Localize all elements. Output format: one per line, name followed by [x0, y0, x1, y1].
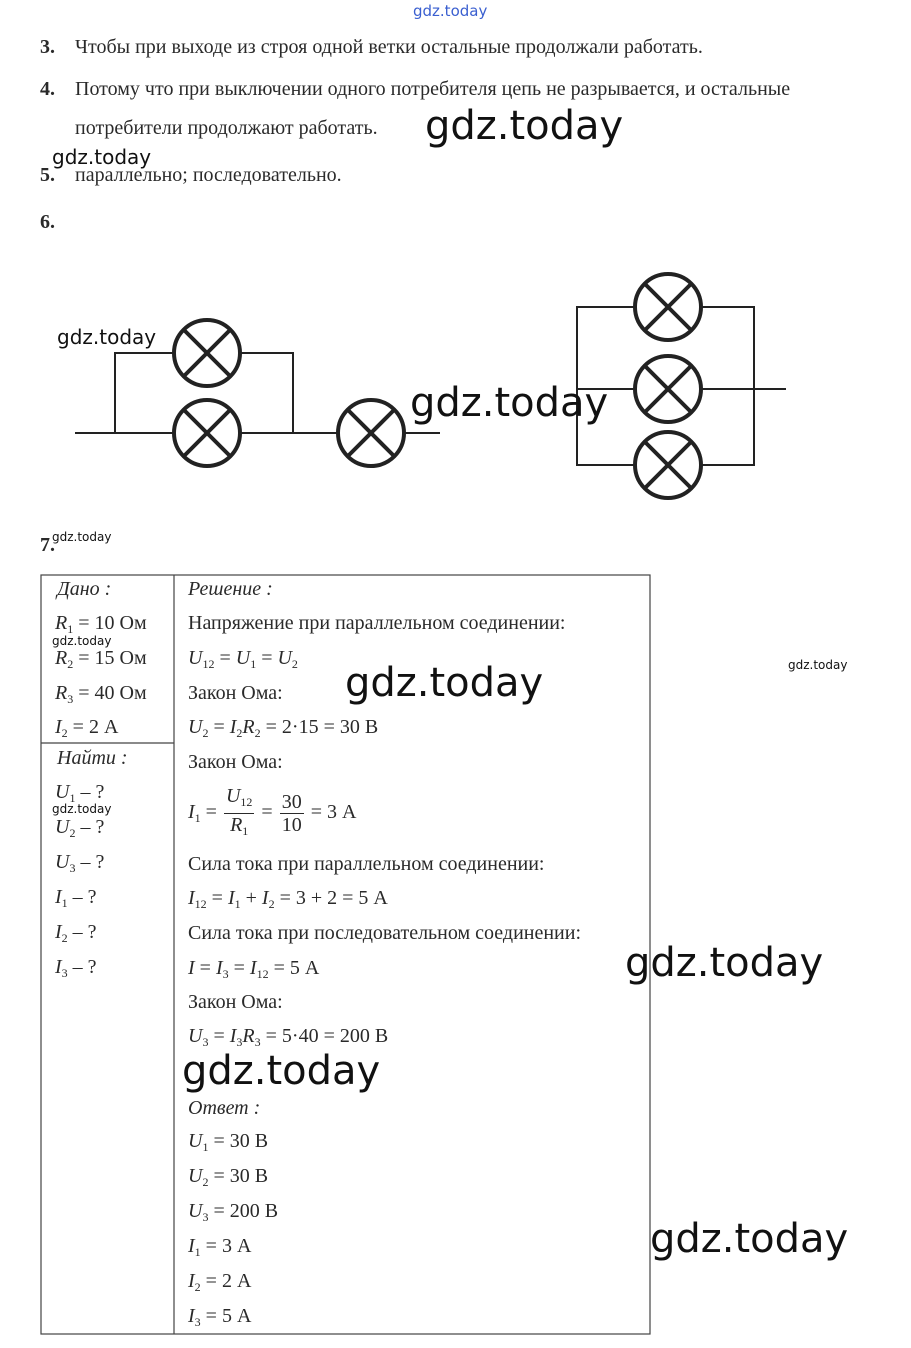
- solution-step-9: Сила тока при последовательном соединении:: [188, 922, 582, 944]
- answer-i3: $I_3 = 5$ А: [188, 1305, 252, 1329]
- wire-branch-right: [241, 353, 293, 433]
- solution-step-8: $I_{12} = I_1 + I_2 = 3 + 2 = 5$ А: [188, 887, 388, 911]
- watermark-7: gdz.today: [52, 802, 112, 816]
- solution-header: Решение :: [188, 578, 273, 600]
- answer-5-number: 5.: [40, 164, 55, 186]
- solution-step-2: $U_{12} = U_1 = U_2$: [188, 647, 298, 671]
- watermark-2: gdz.today: [52, 145, 152, 169]
- watermark-10: gdz.today: [625, 940, 824, 986]
- wire-branch-left: [115, 353, 173, 433]
- lamp-icon: [635, 356, 701, 422]
- find-i2: $I_2$ – ?: [55, 921, 97, 945]
- find-i3: $I_3$ – ?: [55, 956, 97, 980]
- answer-3-number: 3.: [40, 36, 55, 58]
- answer-u3: $U_3 = 200$ В: [188, 1200, 279, 1224]
- answer-u1: $U_1 = 30$ В: [188, 1130, 269, 1154]
- watermark-5: gdz.today: [52, 530, 112, 544]
- solution-step-5: Закон Ома:: [188, 751, 283, 773]
- lamp-icon: [635, 432, 701, 498]
- find-i1: $I_1$ – ?: [55, 886, 97, 910]
- watermark-4: gdz.today: [410, 380, 609, 426]
- solution-step-4: $U_2 = I_2R_2 = 2\cdot 15 = 30$ В: [188, 716, 379, 740]
- answer-7-number: 7.: [40, 534, 55, 556]
- find-u3: $U_3$ – ?: [55, 851, 105, 875]
- watermark-6: gdz.today: [52, 634, 112, 648]
- given-i2: $I_2 = 2$ А: [55, 716, 119, 740]
- lamp-icon: [174, 320, 240, 386]
- given-header: Дано :: [57, 578, 112, 600]
- given-r2: $R_2 = 15$ Ом: [55, 647, 147, 671]
- solution-step-11: Закон Ома:: [188, 991, 283, 1013]
- solution-step-12: $U_3 = I_3R_3 = 5\cdot 40 = 200$ В: [188, 1025, 389, 1049]
- watermark-8: gdz.today: [345, 660, 544, 706]
- find-u1: $U_1$ – ?: [55, 781, 105, 805]
- answer-4-line1: Потому что при выключении одного потребителя цепь не разрывается, и остальные: [75, 78, 791, 100]
- answer-5-text: параллельно; последовательно.: [75, 164, 342, 186]
- answer-3-text: Чтобы при выходе из строя одной ветки остальные продолжали работать.: [75, 36, 703, 58]
- answer-4-line2: потребители продолжают работать.: [75, 117, 378, 139]
- watermark-top: gdz.today: [413, 2, 488, 20]
- answer-6-number: 6.: [40, 211, 55, 233]
- answer-4-number: 4.: [40, 78, 55, 100]
- solution-step-3: Закон Ома:: [188, 682, 283, 704]
- lamp-icon: [338, 400, 404, 466]
- given-r3: $R_3 = 40$ Ом: [55, 682, 147, 706]
- watermark-3: gdz.today: [57, 325, 157, 349]
- watermark-12: gdz.today: [650, 1216, 849, 1262]
- watermark-11: gdz.today: [182, 1048, 381, 1094]
- solution-step-10: $I = I_3 = I_{12} = 5$ А: [188, 957, 320, 981]
- watermark-9: gdz.today: [788, 658, 848, 672]
- given-r1: $R_1 = 10$ Ом: [55, 612, 147, 636]
- watermark-1: gdz.today: [425, 103, 624, 149]
- solution-step-7: Сила тока при параллельном соединении:: [188, 853, 545, 875]
- lamp-icon: [635, 274, 701, 340]
- lamp-icon: [174, 400, 240, 466]
- answer-header: Ответ :: [188, 1097, 261, 1119]
- find-header: Найти :: [57, 747, 128, 769]
- answer-i1: $I_1 = 3$ А: [188, 1235, 252, 1259]
- wire-parallel-right: [702, 307, 754, 465]
- answer-u2: $U_2 = 30$ В: [188, 1165, 269, 1189]
- find-u2: $U_2$ – ?: [55, 816, 105, 840]
- solution-step-6: $I_1$ = $\frac{U_{12}}{R_1}$ = $\frac{30}{10}$ = 3 А: [188, 785, 357, 838]
- answer-i2: $I_2 = 2$ А: [188, 1270, 252, 1294]
- solution-step-1: Напряжение при параллельном соединении:: [188, 612, 566, 634]
